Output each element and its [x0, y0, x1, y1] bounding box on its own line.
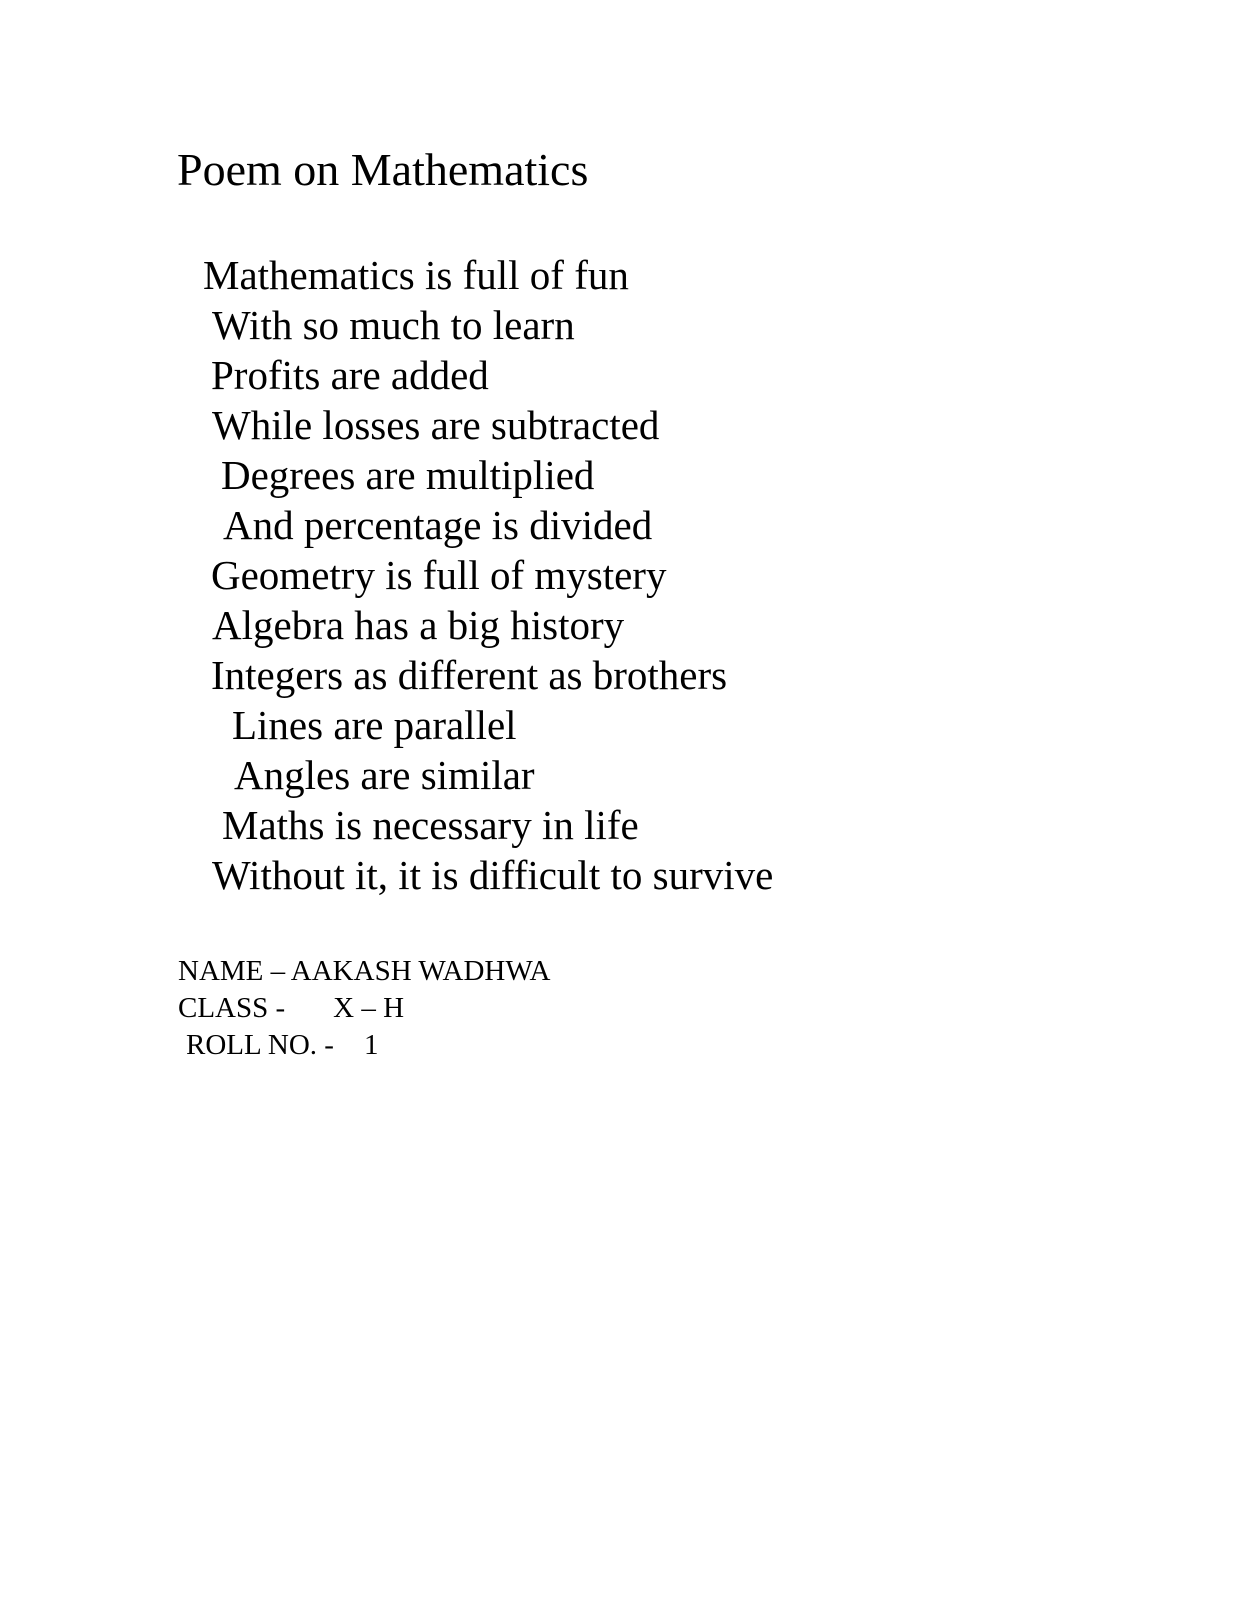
poem-body — [0, 250, 1236, 900]
poem-line: Algebra has a big history — [212, 602, 625, 648]
name-label: NAME – — [178, 955, 286, 987]
poem-line: Degrees are multiplied — [221, 452, 595, 498]
poem-line: Maths is necessary in life — [222, 802, 639, 848]
poem-line: Angles are similar — [234, 752, 535, 798]
student-info — [0, 953, 1236, 1064]
roll-label: ROLL NO. - — [186, 1029, 334, 1061]
student-class-line — [0, 990, 1236, 1027]
poem-line: Integers as different as brothers — [211, 652, 728, 698]
student-name-line — [0, 953, 1236, 990]
poem-line: And percentage is divided — [223, 502, 653, 548]
poem-line: Profits are added — [211, 352, 489, 398]
page-title: Poem on Mathematics — [177, 144, 589, 195]
poem-line: With so much to learn — [212, 302, 575, 348]
class-label: CLASS - — [178, 992, 286, 1024]
name-value: AAKASH WADHWA — [290, 955, 551, 987]
roll-value: 1 — [363, 1029, 379, 1061]
student-roll-line — [0, 1027, 1236, 1064]
poem-line: Lines are parallel — [232, 702, 517, 748]
poem-line: Geometry is full of mystery — [211, 552, 667, 598]
class-value: X – H — [333, 992, 405, 1024]
poem-line: Mathematics is full of fun — [203, 252, 629, 298]
poem-line: While losses are subtracted — [212, 402, 660, 448]
poem-line: Without it, it is difficult to survive — [212, 852, 774, 898]
